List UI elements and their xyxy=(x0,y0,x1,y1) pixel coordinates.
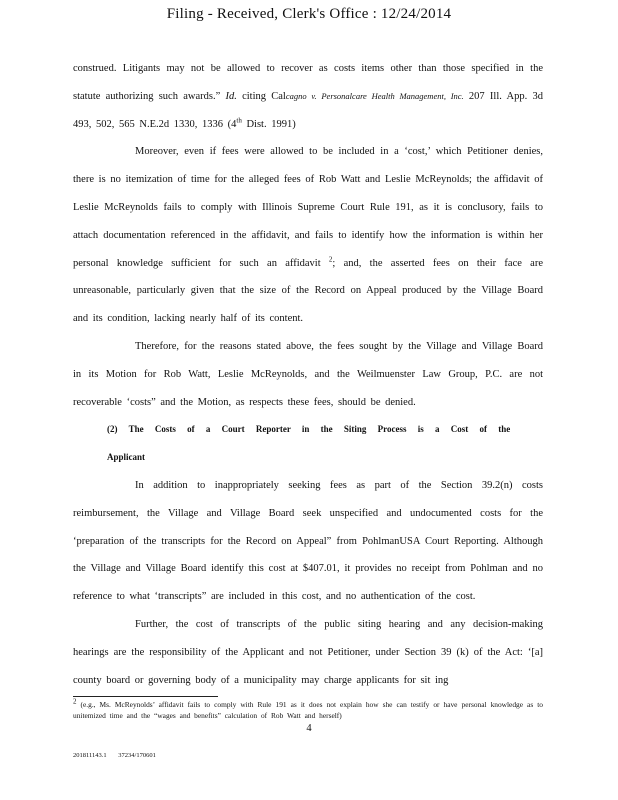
p2-text-b: ; and, the asserted fees on their face are unreasonable, particularly given that the size of the Record on Appeal produced by the Village Board and its condition, lacking nearly half of its content. xyxy=(73,257,543,325)
footnote-ref-2: 2 xyxy=(328,255,333,264)
paragraph-3: Therefore, for the reasons stated above, the fees sought by the Village and Village Board in its Motion for Rob Watt, Leslie McReynolds, and the Weilmuenster Law Group, P.C. are not recoverable ‘costs” and the Motion, as respects these fees, should be denied. xyxy=(73,340,543,408)
p1-text-d: Dist. 1991) xyxy=(241,118,296,130)
filing-header: Filing - Received, Clerk's Office : 12/24/2014 xyxy=(166,6,452,22)
p1-superscript: th xyxy=(236,116,242,125)
paragraph-4: In addition to inappropriately seeking fees as part of the Section 39.2(n) costs reimbursement, the Village and Village Board seek unspecified and undocumented costs for the ‘preparation of the transcripts for the Record on Appeal” from PohlmanUSA Court Reporting. Although the Village and Village Board identify this cost at $407.01, it provides no receipt from Pohlman and no reference to what ‘transcripts” are included in this cost, and no authentication of the cost. xyxy=(73,479,543,603)
p1-text-b: citing Cal xyxy=(236,90,286,102)
heading-text: The Costs of a Court Reporter in the Siting Process is a Cost of the Applicant xyxy=(107,424,511,463)
footnote-marker: 2 xyxy=(73,697,77,706)
document-id: 201811143.1 37234/170601 xyxy=(73,752,156,759)
page-number: 4 xyxy=(306,723,312,734)
p1-text-c: 207 Ill. App. 3d 493, 502, 565 N.E.2d 1330, 1336 (4 xyxy=(73,90,543,130)
section-heading xyxy=(73,416,543,472)
paragraph-5: Further, the cost of transcripts of the public siting hearing and any decision-making hearings are the responsibility of the Applicant and not Petitioner, under Section 39 (k) of the Act: ‘[a] county board or governing body of a municipality may charge applicants for sit ing xyxy=(73,618,543,686)
footnote-2 xyxy=(73,697,543,721)
footnote-text: (e.g., Ms. McReynolds’ affidavit fails to comply with Rule 191 as it does not explain how she can testify or have personal knowledge as to unitemized time and the “wages and benefits” calculation of Rob Watt and herself) xyxy=(73,700,543,720)
p2-text-a: Moreover, even if fees were allowed to be included in a ‘cost,’ which Petitioner denies, there is no itemization of time for the alleged fees of Rob Watt and Leslie McReynolds; the affidavit of Leslie McReynolds fails to comply with Illinois Supreme Court Rule 191, as it is conclusory, fails to attach documentation referenced in the affidavit, and fails to identify how the information is within her personal knowledge sufficient for such an affidavit xyxy=(73,146,543,269)
paragraph-2 xyxy=(73,138,543,333)
p1-text-a: construed. Litigants may not be allowed to recover as costs items other than those specified in the statute authorizing such awards.” xyxy=(73,63,543,102)
p1-case-name: cagno v. Personalcare Health Management, Inc. xyxy=(285,90,464,101)
heading-number: (2) xyxy=(107,424,118,435)
footnote-divider xyxy=(73,696,218,697)
document-body xyxy=(73,55,543,694)
paragraph-1 xyxy=(73,55,543,138)
p1-id-cite: Id. xyxy=(225,90,237,102)
